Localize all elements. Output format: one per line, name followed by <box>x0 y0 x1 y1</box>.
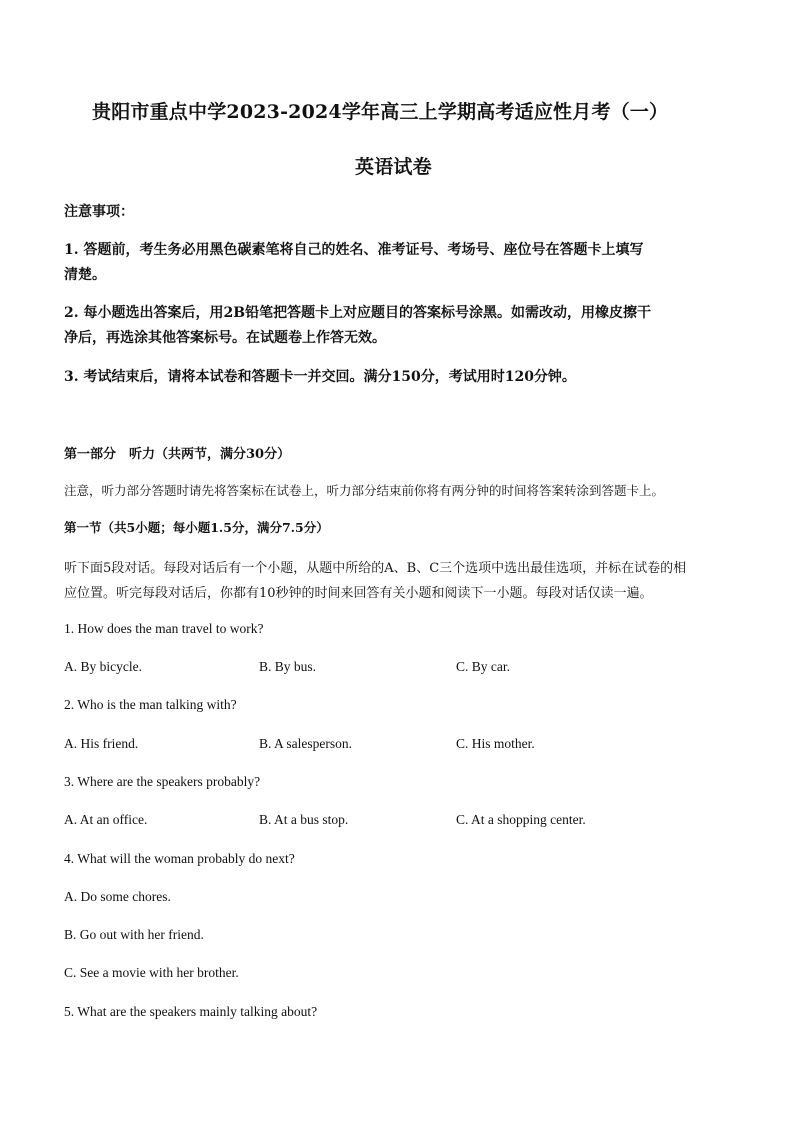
exam-subtitle: 英语试卷 <box>355 156 432 178</box>
question-stem: 1. How does the man travel to work? <box>64 621 264 636</box>
instruction-line: 听下面5段对话。每段对话后有一个小题，从题中所给的A、B、C三个选项中选出最佳选项，并标在试卷的相 <box>64 561 687 576</box>
option-c: C. By car. <box>456 659 510 674</box>
option-b: B. Go out with her friend. <box>64 927 204 942</box>
instruction-line: 应位置。听完每段对话后，你都有10秒钟的时间来回答有关小题和阅读下一小题。每段对话仅读一遍。 <box>64 586 653 601</box>
option-c: C. See a movie with her brother. <box>64 965 239 980</box>
question-stem: 3. Where are the speakers probably? <box>64 774 261 789</box>
question-stem: 4. What will the woman probably do next? <box>64 851 295 866</box>
part1-heading: 第一部分 听力（共两节，满分30分） <box>64 447 291 462</box>
note-line: 3. 考试结束后，请将本试卷和答题卡一并交回。满分150分，考试用时120分钟。 <box>64 369 576 385</box>
note-line: 2. 每小题选出答案后，用2B铅笔把答题卡上对应题目的答案标号涂黑。如需改动，用橡皮擦干 <box>64 305 652 321</box>
option-a: A. At an office. <box>64 812 148 827</box>
note-line: 1. 答题前，考生务必用黑色碳素笔将自己的姓名、准考证号、考场号、座位号在答题卡上填写 <box>64 242 644 258</box>
exam-title: 贵阳市重点中学2023-2024学年高三上学期高考适应性月考（一） <box>92 101 669 123</box>
option-a: A. By bicycle. <box>64 659 142 674</box>
option-c: C. His mother. <box>456 736 535 751</box>
option-b: B. A salesperson. <box>259 736 352 751</box>
option-c: C. At a shopping center. <box>456 812 586 827</box>
note-line: 净后，再选涂其他答案标号。在试题卷上作答无效。 <box>64 330 386 346</box>
section1-heading: 第一节（共5小题；每小题1.5分，满分7.5分） <box>64 520 329 535</box>
part1-note: 注意，听力部分答题时请先将答案标在试卷上，听力部分结束前你将有两分钟的时间将答案转涂到答题卡上。 <box>64 483 665 498</box>
option-a: A. Do some chores. <box>64 889 171 904</box>
option-b: B. By bus. <box>259 659 317 674</box>
notes-heading: 注意事项： <box>64 204 134 220</box>
note-line: 清楚。 <box>64 267 106 283</box>
question-stem: 5. What are the speakers mainly talking about? <box>64 1004 318 1019</box>
question-stem: 2. Who is the man talking with? <box>64 697 237 712</box>
option-b: B. At a bus stop. <box>259 812 349 827</box>
option-a: A. His friend. <box>64 736 139 751</box>
